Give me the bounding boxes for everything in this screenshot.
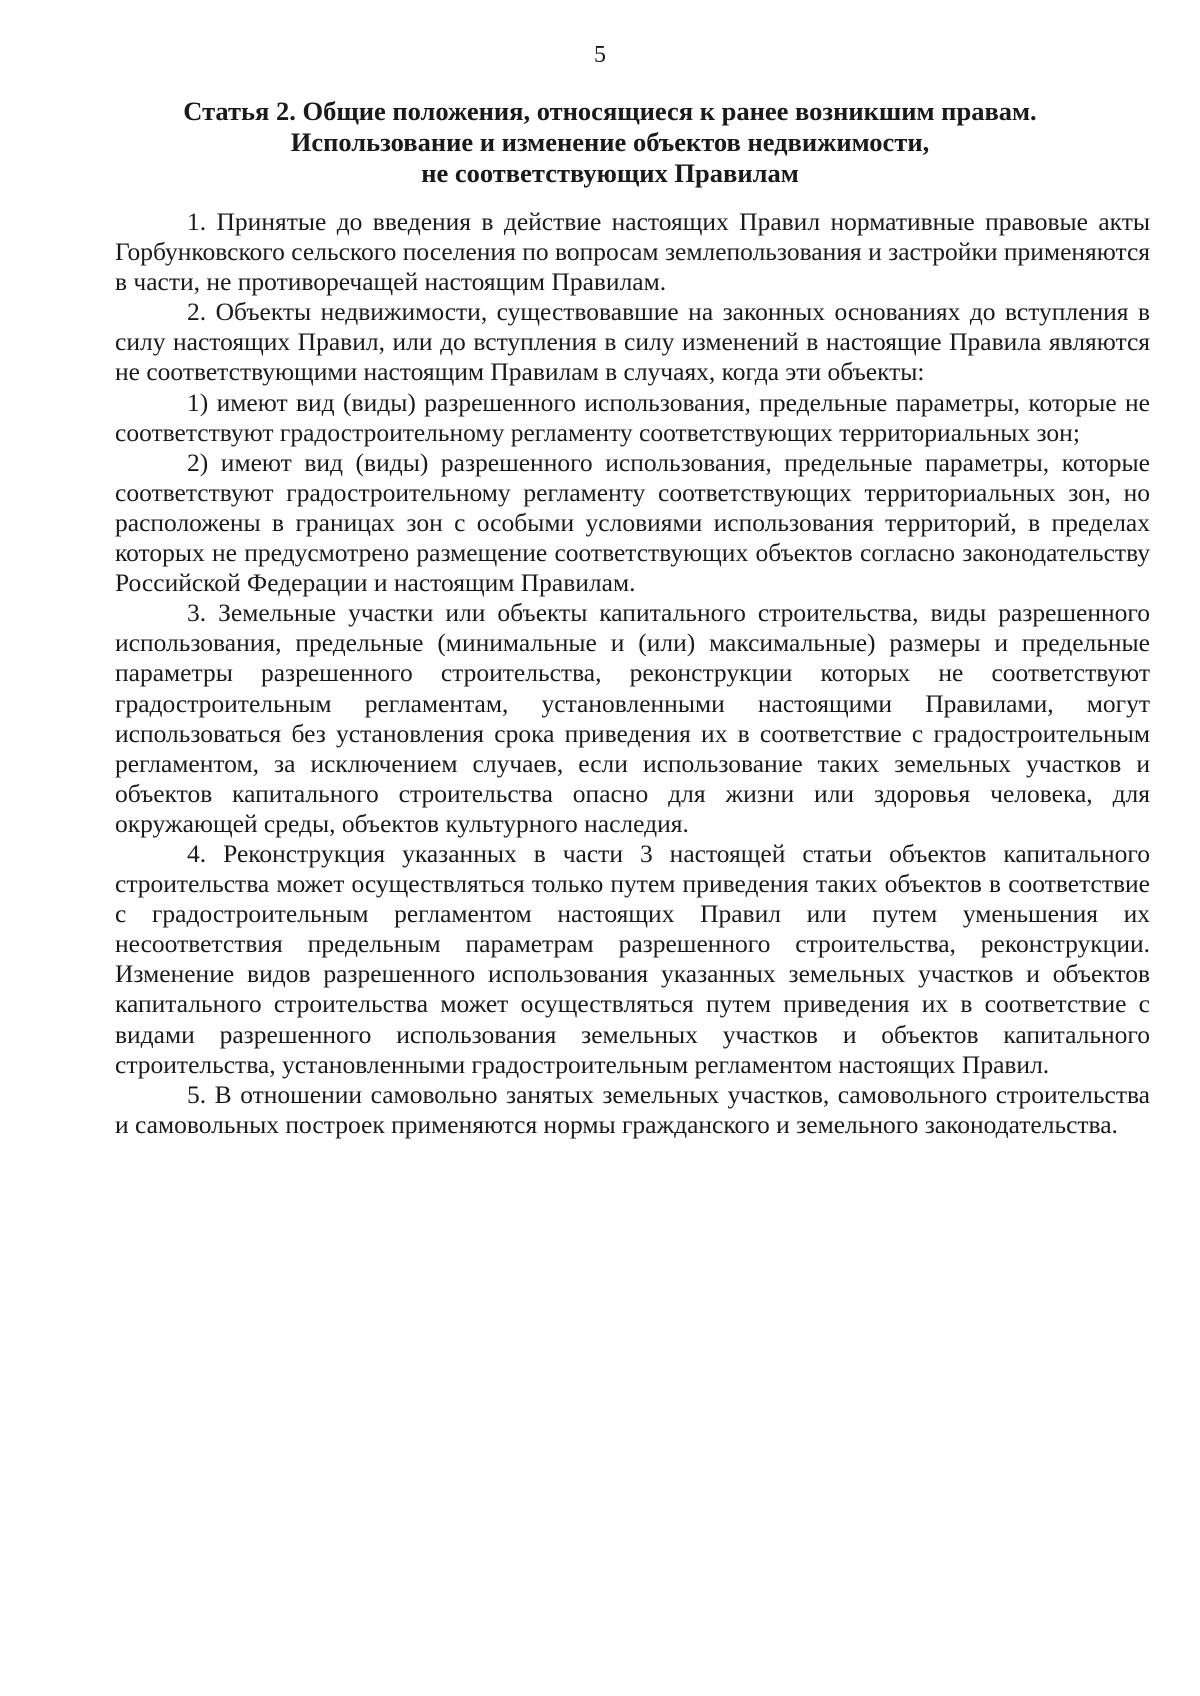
paragraph-2: 2. Объекты недвижимости, существовавшие на законных основаниях до вступления в силу настоящих Правил, или до вступления в силу изменений в настоящие Правила являются не соответствующими настоящим Правилам в случаях, когда эти объекты: bbox=[115, 297, 1150, 387]
article-heading bbox=[110, 96, 1110, 189]
paragraph-3: 3. Земельные участки или объекты капитального строительства, виды разрешенного использования, предельные (минимальные и (или) максимальные) размеры и предельные параметры разрешенного строительства, реконструкции которых не соответствуют градостроительным регламентам, установленными настоящими Правилами, могут использоваться без установления срока приведения их в соответствие с градостроительным регламентом, за исключением случаев, если использование таких земельных участков и объектов капитального строительства опасно для жизни или здоровья человека, для окружающей среды, объектов культурного наследия. bbox=[115, 598, 1150, 838]
paragraph-2-item-2: 2) имеют вид (виды) разрешенного использования, предельные параметры, которые соответствуют градостроительному регламенту соответствующих территориальных зон, но расположены в границах зон с особыми условиями использования территорий, в пределах которых не предусмотрено размещение соответствующих объектов согласно законодательству Российской Федерации и настоящим Правилам. bbox=[115, 447, 1150, 598]
paragraph-5: 5. В отношении самовольно занятых земельных участков, самовольного строительства и самовольных построек применяются нормы гражданского и земельного законодательства. bbox=[115, 1079, 1150, 1139]
paragraph-2-item-1: 1) имеют вид (виды) разрешенного использования, предельные параметры, которые не соответствуют градостроительному регламенту соответствующих территориальных зон; bbox=[115, 387, 1150, 447]
article-heading-line-3: не соответствующих Правилам bbox=[421, 158, 799, 188]
paragraph-1: 1. Принятые до введения в действие настоящих Правил нормативные правовые акты Горбунковского сельского поселения по вопросам землепользования и застройки применяются в части, не противоречащей настоящим Правилам. bbox=[115, 207, 1150, 297]
page-number: 5 bbox=[594, 42, 606, 68]
paragraph-4: 4. Реконструкция указанных в части 3 настоящей статьи объектов капитального строительства может осуществляться только путем приведения таких объектов в соответствие с градостроительным регламентом настоящих Правил или путем уменьшения их несоответствия предельным параметрам разрешенного строительства, реконструкции. Изменение видов разрешенного использования указанных земельных участков и объектов капитального строительства может осуществляться путем приведения их в соответствие с видами разрешенного использования земельных участков и объектов капитального строительства, установленными градостроительным регламентом настоящих Правил. bbox=[115, 838, 1150, 1079]
article-heading-line-1: Статья 2. Общие положения, относящиеся к ранее возникшим правам. bbox=[183, 96, 1037, 126]
article-body bbox=[115, 207, 1150, 1140]
article-heading-line-2: Использование и изменение объектов недвижимости, bbox=[290, 127, 930, 157]
